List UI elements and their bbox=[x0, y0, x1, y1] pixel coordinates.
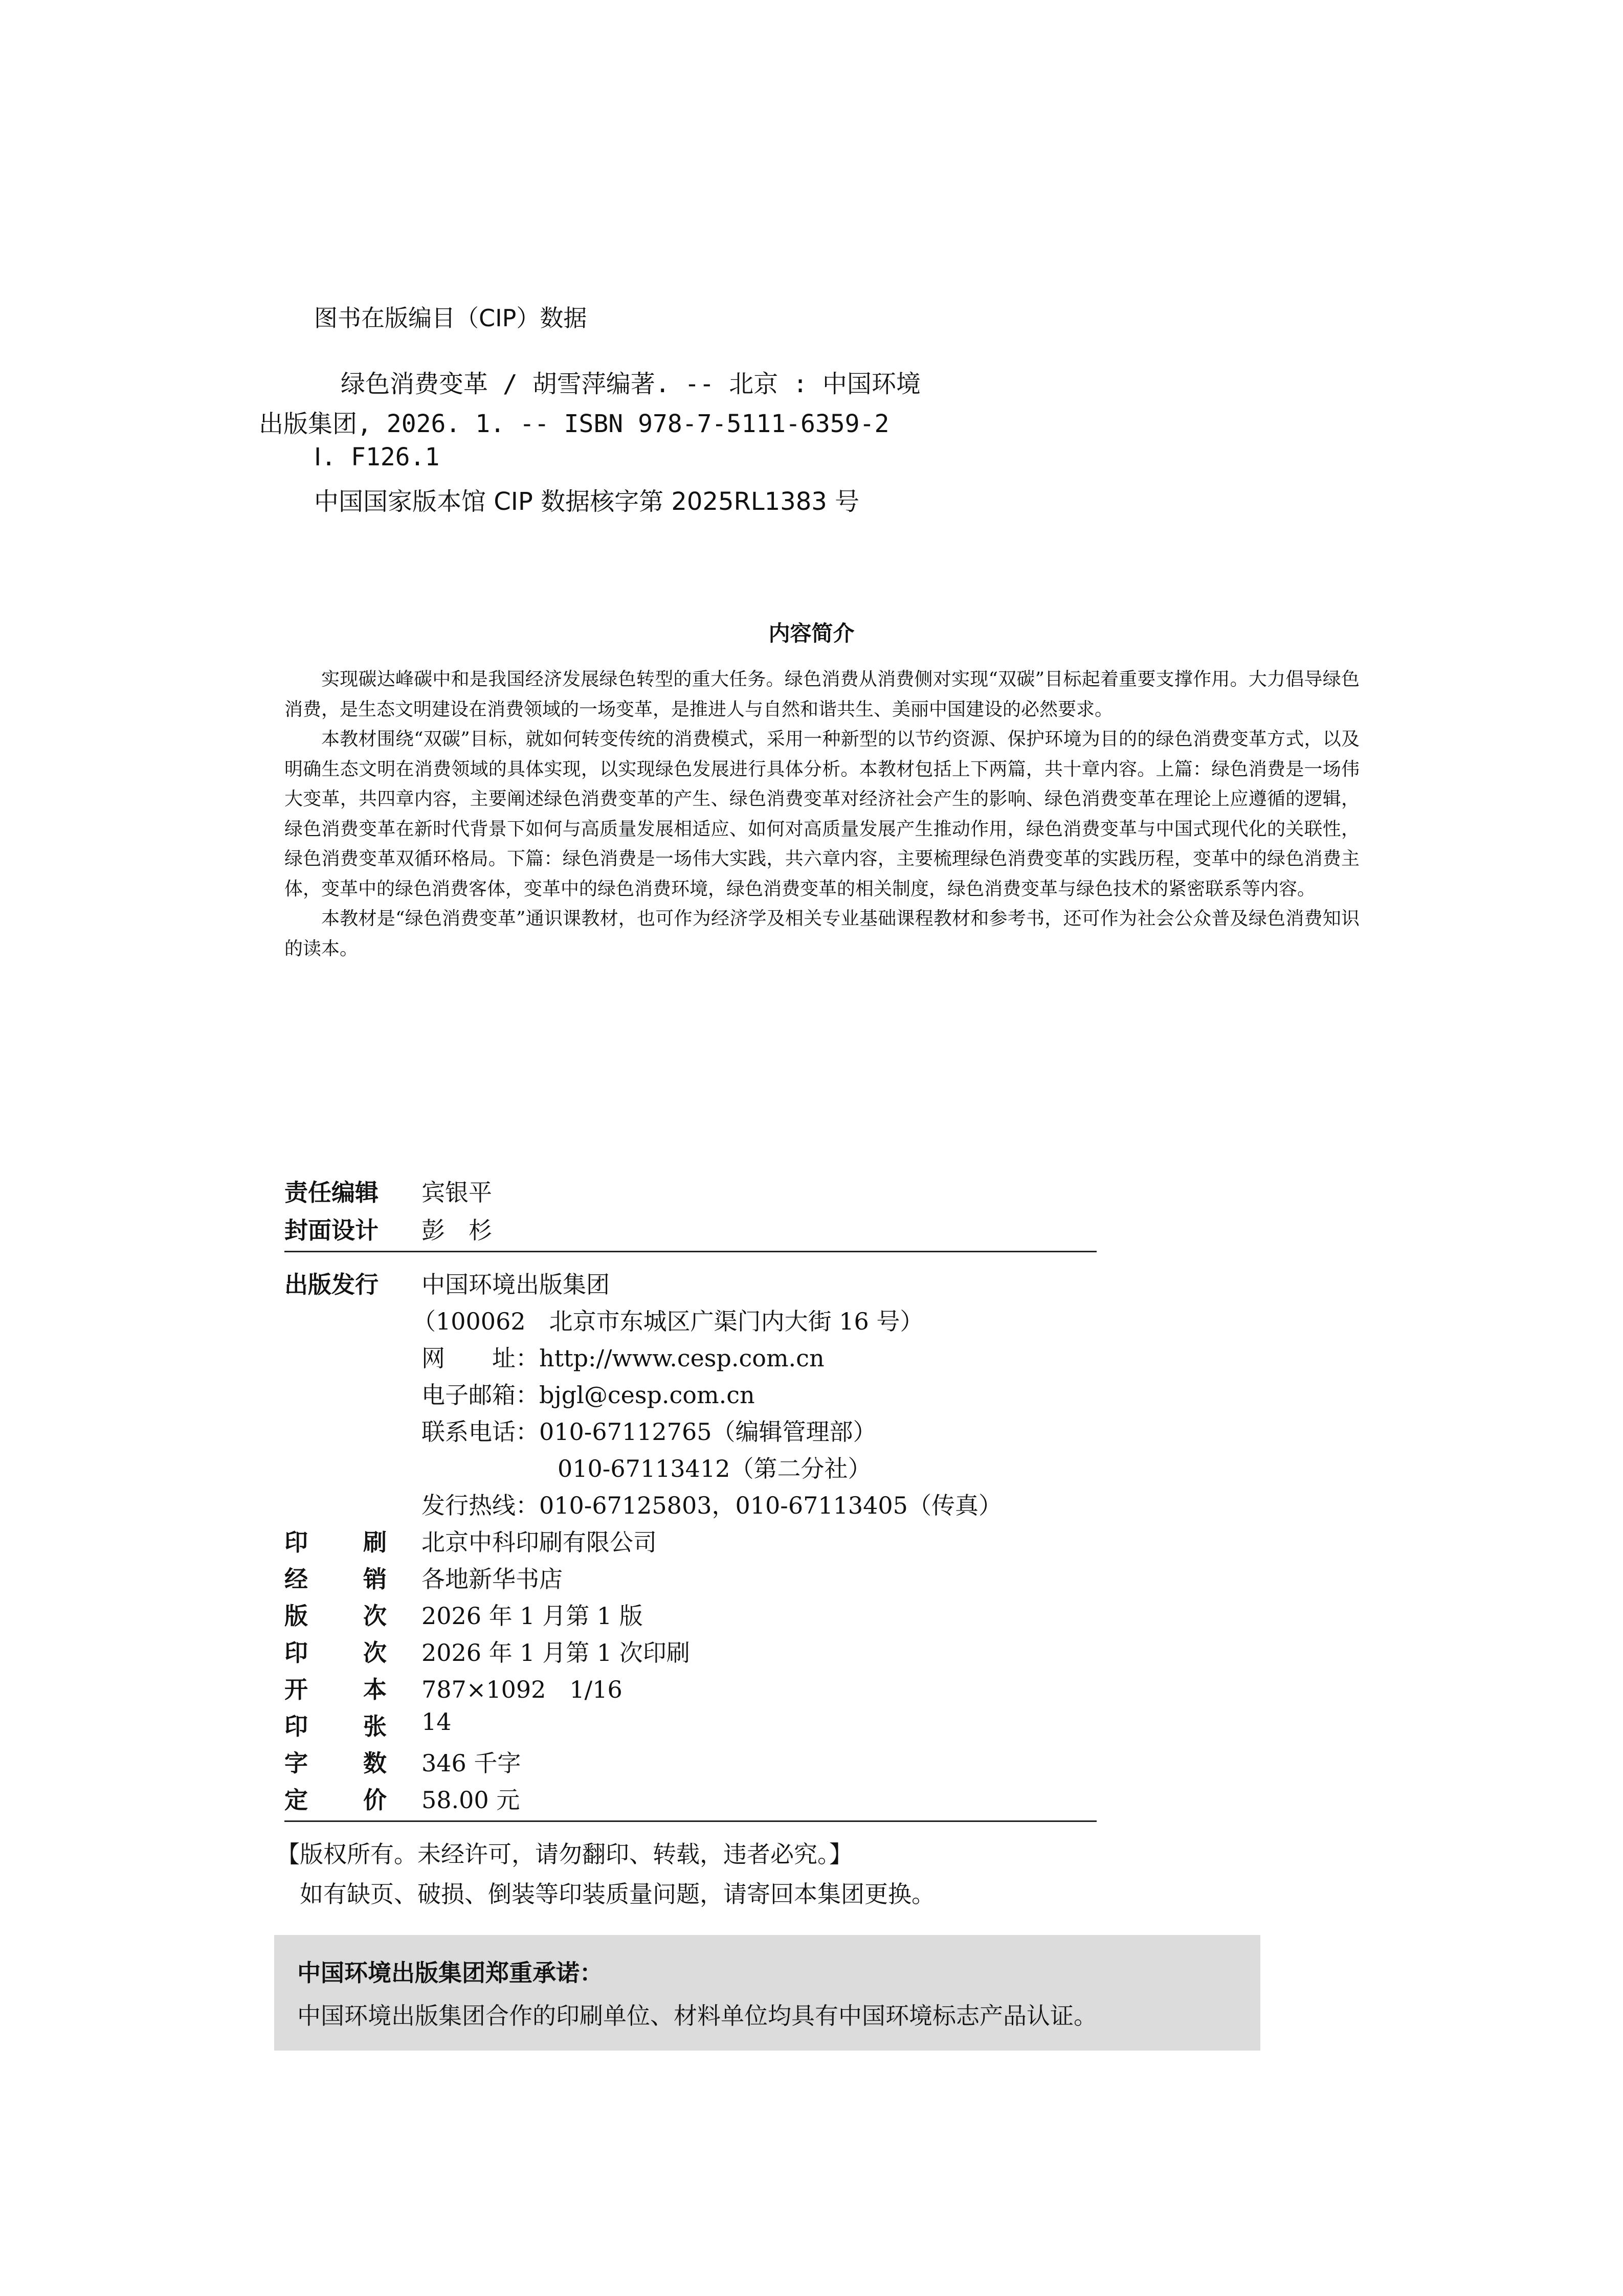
phone-2: 010-67113412（第二分社） bbox=[558, 1455, 872, 1482]
spec-row bbox=[284, 1782, 387, 1815]
intro-heading: 内容简介 bbox=[768, 621, 855, 646]
spec-label: 印 bbox=[284, 1713, 308, 1740]
publisher-label: 出版发行 bbox=[284, 1271, 379, 1298]
spec-value: 346 千字 bbox=[421, 1749, 521, 1777]
cip-line-3: Ⅰ. F126.1 bbox=[314, 443, 440, 471]
spec-label: 次 bbox=[363, 1602, 387, 1630]
spec-row bbox=[284, 1597, 387, 1631]
spec-row bbox=[284, 1671, 387, 1705]
spec-value: 北京中科印刷有限公司 bbox=[421, 1528, 657, 1556]
editor-name: 宾银平 bbox=[421, 1179, 492, 1206]
spec-row bbox=[284, 1708, 387, 1742]
hotline-row bbox=[421, 1487, 1002, 1521]
phone-1: 010-67112765（编辑管理部） bbox=[539, 1418, 877, 1446]
hotline-numbers: 010-67125803，010-67113405（传真） bbox=[539, 1492, 1002, 1519]
spec-value: 2026 年 1 月第 1 次印刷 bbox=[421, 1639, 690, 1667]
defect-notice: 如有缺页、破损、倒装等印装质量问题，请寄回本集团更换。 bbox=[300, 1880, 935, 1908]
phone-label: 联系电话： bbox=[421, 1418, 539, 1446]
spec-label: 定 bbox=[284, 1786, 308, 1814]
divider-top bbox=[284, 1251, 1097, 1252]
email-link[interactable]: bjgl@cesp.com.cn bbox=[539, 1381, 755, 1409]
spec-label: 张 bbox=[363, 1713, 387, 1740]
website-link[interactable]: http://www.cesp.com.cn bbox=[539, 1344, 825, 1372]
spec-label: 价 bbox=[363, 1786, 387, 1814]
cip-line-2: 出版集团, 2026. 1. -- ISBN 978-7-5111-6359-2 bbox=[259, 410, 890, 438]
cip-line-4: 中国国家版本馆 CIP 数据核字第 2025RL1383 号 bbox=[314, 487, 860, 516]
pledge-text: 中国环境出版集团合作的印刷单位、材料单位均具有中国环境标志产品认证。 bbox=[297, 2002, 1097, 2030]
spec-value: 14 bbox=[421, 1708, 452, 1736]
spec-row bbox=[284, 1745, 387, 1779]
spec-value: 58.00 元 bbox=[421, 1786, 520, 1814]
divider-bottom bbox=[284, 1820, 1097, 1822]
spec-label: 经 bbox=[284, 1565, 308, 1593]
cover-designer-name: 彭 杉 bbox=[421, 1217, 492, 1244]
spec-label: 数 bbox=[363, 1749, 387, 1777]
copyright-notice: 【版权所有。未经许可，请勿翻印、转载，违者必究。】 bbox=[276, 1840, 853, 1868]
publisher-name: 中国环境出版集团 bbox=[421, 1271, 610, 1298]
spec-row bbox=[284, 1634, 387, 1668]
editor-label: 责任编辑 bbox=[284, 1179, 379, 1206]
spec-label: 销 bbox=[363, 1565, 387, 1593]
intro-paragraph-3: 本教材是“绿色消费变革”通识课教材，也可作为经济学及相关专业基础课程教材和参考书，还可作为社会公众普及绿色消费知识的读本。 bbox=[284, 908, 1360, 959]
pledge-box bbox=[274, 1935, 1260, 2051]
spec-label: 刷 bbox=[363, 1528, 387, 1556]
website-row bbox=[421, 1340, 825, 1374]
intro-paragraph-2: 本教材围绕“双碳”目标，就如何转变传统的消费模式，采用一种新型的以节约资源、保护环境为目的的绿色消费变革方式，以及明确生态文明在消费领域的具体实现，以实现绿色发展进行具体分析。本教材包括上下两篇，共十章内容。上篇：绿色消费是一场伟大变革，共四章内容，主要阐述绿色消费变革的产生、绿色消费变革对经济社会产生的影响、绿色消费变革在理论上应遵循的逻辑，绿色消费变革在新时代背景下如何与高质量发展相适应、如何对高质量发展产生推动作用，绿色消费变革与中国式现代化的关联性，绿色消费变革双循环格局。下篇：绿色消费是一场伟大实践，共六章内容，主要梳理绿色消费变革的实践历程，变革中的绿色消费主体，变革中的绿色消费客体，变革中的绿色消费环境，绿色消费变革的相关制度，绿色消费变革与绿色技术的紧密联系等内容。 bbox=[284, 729, 1360, 899]
spec-label: 开 bbox=[284, 1676, 308, 1703]
spec-label: 次 bbox=[363, 1639, 387, 1667]
spec-label: 印 bbox=[284, 1528, 308, 1556]
hotline-label: 发行热线： bbox=[421, 1492, 539, 1519]
cip-title: 图书在版编目（CIP）数据 bbox=[314, 304, 587, 332]
spec-label: 字 bbox=[284, 1749, 308, 1777]
pledge-title: 中国环境出版集团郑重承诺： bbox=[297, 1959, 603, 1987]
publisher-address: （100062 北京市东城区广渠门内大街 16 号） bbox=[412, 1308, 924, 1335]
spec-value: 2026 年 1 月第 1 版 bbox=[421, 1602, 643, 1630]
spec-label: 版 bbox=[284, 1602, 308, 1630]
spec-label: 印 bbox=[284, 1639, 308, 1667]
cip-line-1: 绿色消费变革 / 胡雪萍编著. -- 北京 : 中国环境 bbox=[341, 370, 921, 398]
phone-row bbox=[421, 1413, 876, 1447]
email-label: 电子邮箱： bbox=[421, 1381, 539, 1409]
spec-value: 787×1092 1/16 bbox=[421, 1676, 622, 1703]
spec-row bbox=[284, 1561, 387, 1594]
spec-value: 各地新华书店 bbox=[421, 1565, 563, 1593]
spec-label: 本 bbox=[363, 1676, 387, 1703]
email-row bbox=[421, 1377, 755, 1410]
intro-paragraph-1: 实现碳达峰碳中和是我国经济发展绿色转型的重大任务。绿色消费从消费侧对实现“双碳”目标起着重要支撑作用。大力倡导绿色消费，是生态文明建设在消费领域的一场变革，是推进人与自然和谐共生、美丽中国建设的必然要求。 bbox=[284, 669, 1360, 720]
website-label: 网 址： bbox=[421, 1344, 539, 1372]
spec-row bbox=[284, 1524, 387, 1558]
intro-body bbox=[284, 665, 1360, 964]
cover-designer-label: 封面设计 bbox=[284, 1217, 379, 1244]
